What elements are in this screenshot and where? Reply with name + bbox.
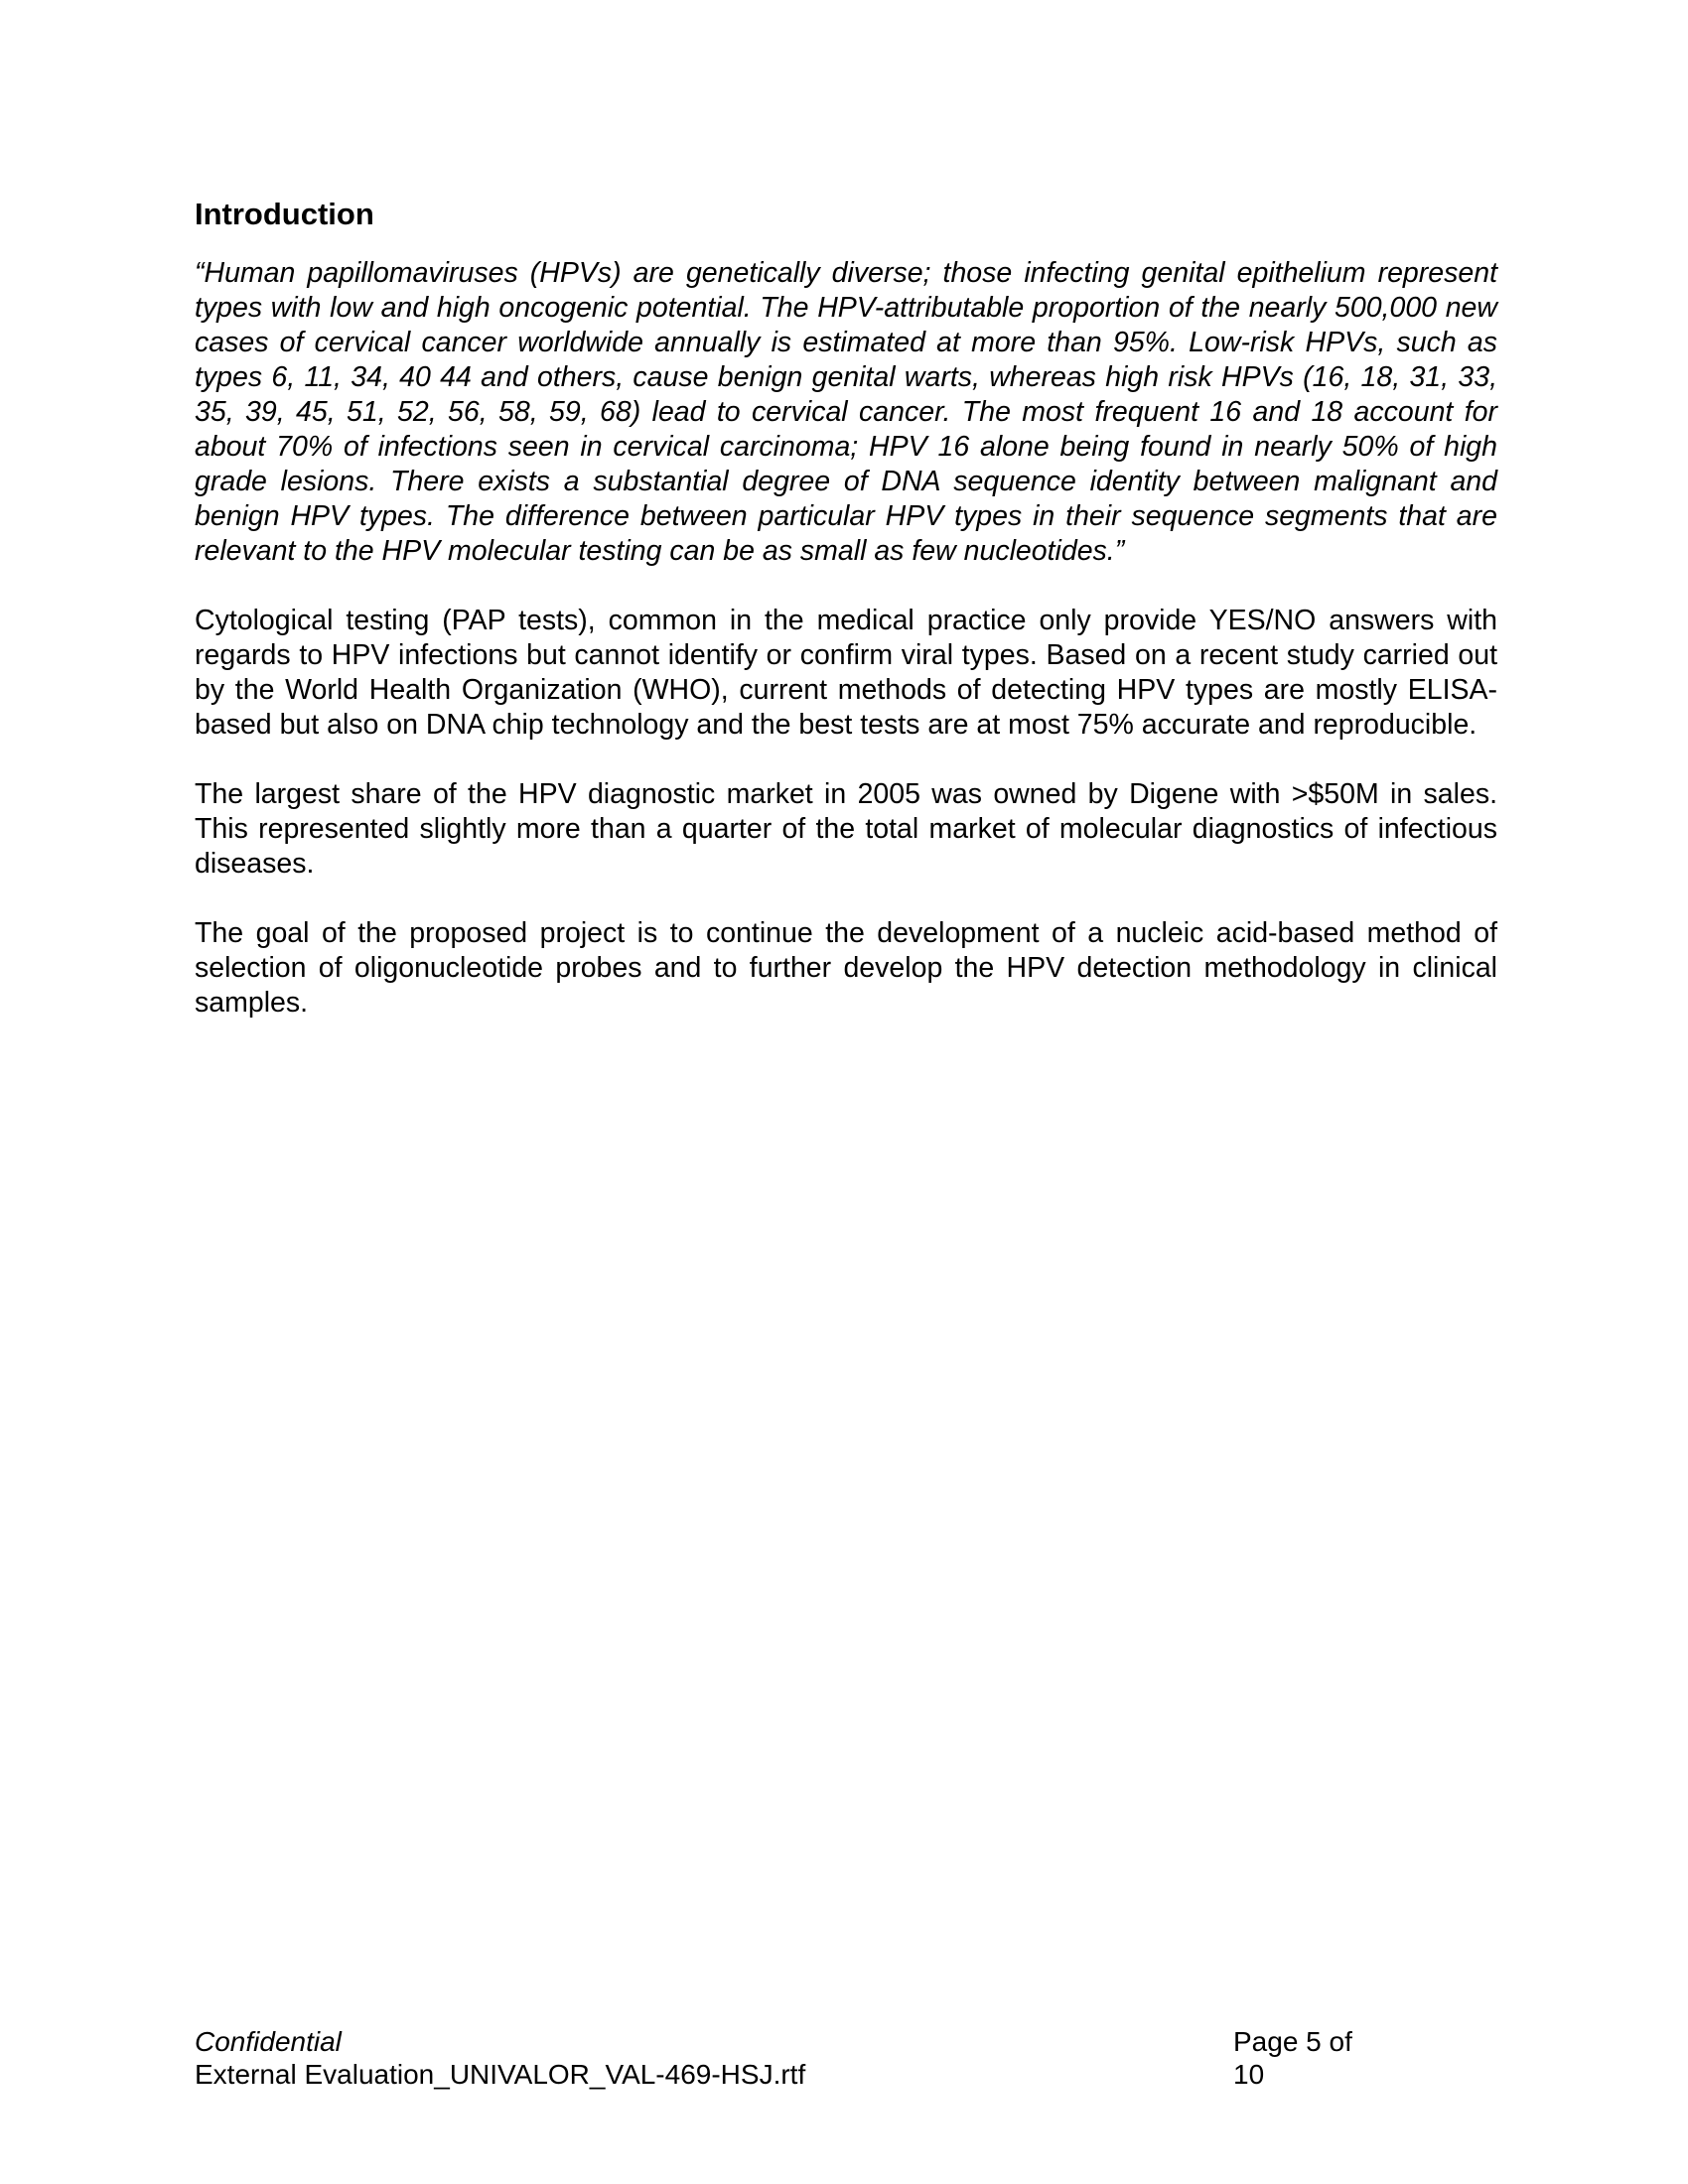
quoted-paragraph: “Human papillomaviruses (HPVs) are genetically diverse; those infecting genital epithelium represent types with low and high oncogenic potential. The HPV-attributable proportion of the nearly 500,000 new cases of cervical cancer worldwide annually is estimated at more than 95%. Low-risk HPVs, such as types 6, 11, 34, 40 44 and others, cause benign genital warts, whereas high risk HPVs (16, 18, 31, 33, 35, 39, 45, 51, 52, 56, 58, 59, 68) lead to cervical cancer. The most frequent 16 and 18 account for about 70% of infections seen in cervical carcinoma; HPV 16 alone being found in nearly 50% of high grade lesions. There exists a substantial degree of DNA sequence identity between malignant and benign HPV types. The difference between particular HPV types in their sequence segments that are relevant to the HPV molecular testing can be as small as few nucleotides.” (195, 257, 1497, 567)
body-paragraph: The goal of the proposed project is to continue the development of a nucleic acid-based method of selection of oligonucleotide probes and to further develop the HPV detection methodology in clinical samples. (195, 917, 1497, 1019)
page-content (195, 195, 1497, 1055)
confidential-label: Confidential (195, 2026, 342, 2057)
page-number: Page 5 of 10 (1233, 2026, 1352, 2090)
file-name: External Evaluation_UNIVALOR_VAL-469-HSJ.rtf (195, 2059, 806, 2090)
section-heading: Introduction (195, 197, 374, 231)
body-paragraph: Cytological testing (PAP tests), common in the medical practice only provide YES/NO answers with regards to HPV infections but cannot identify or confirm viral types. Based on a recent study carried out by the World Health Organization (WHO), current methods of detecting HPV types are mostly ELISA-based but also on DNA chip technology and the best tests are at most 75% accurate and reproducible. (195, 605, 1497, 741)
page-footer (195, 2025, 1386, 2090)
body-paragraph: The largest share of the HPV diagnostic market in 2005 was owned by Digene with >$50M in sales. This represented slightly more than a quarter of the total market of molecular diagnostics of infectious diseases. (195, 778, 1497, 880)
